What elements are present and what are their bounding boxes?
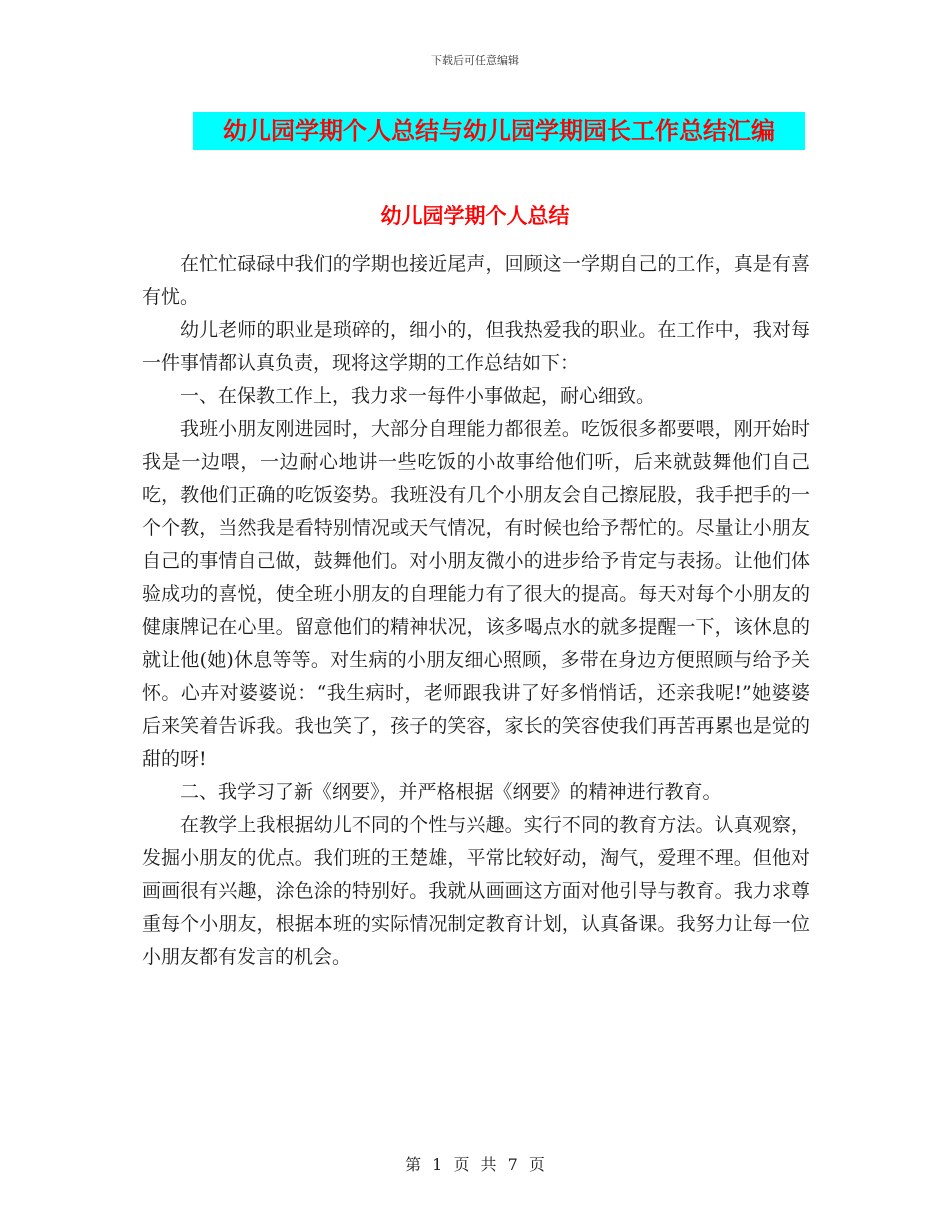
document-body <box>142 248 810 974</box>
paragraph: 二、我学习了新《纲要》，并严格根据《纲要》的精神进行教育。 <box>180 781 722 803</box>
document-title: 幼儿园学期个人总结与幼儿园学期园长工作总结汇编 <box>193 112 805 150</box>
page-number-footer: 第 1 页 共 7 页 <box>405 1155 545 1174</box>
section-title: 幼儿园学期个人总结 <box>380 204 570 228</box>
paragraph: 我班小朋友刚进园时，大部分自理能力都很差。吃饭很多都要喂，刚开始时我是一边喂，一边耐心地讲一些吃饭的小故事给他们听，后来就鼓舞他们自己吃，教他们正确的吃饭姿势。我班没有几个小朋友会自己擦屁股，我手把手的一个个教，当然我是看特别情况或天气情况，有时候也给予帮忙的。尽量让小朋友自己的事情自己做，鼓舞他们。对小朋友微小的进步给予肯定与表扬。让他们体验成功的喜悦，使全班小朋友的自理能力有了很大的提高。每天对每个小朋友的健康牌记在心里。留意他们的精神状况，该多喝点水的就多提醒一下，该休息的就让他(她)休息等等。对生病的小朋友细心照顾，多带在身边方便照顾与给予关怀。心卉对婆婆说：“我生病时，老师跟我讲了好多悄悄话，还亲我呢!”她婆婆后来笑着告诉我。我也笑了，孩子的笑容，家长的笑容使我们再苦再累也是觉的甜的呀! <box>142 418 810 770</box>
page-header-note: 下载后可任意编辑 <box>431 54 519 67</box>
paragraph: 一、在保教工作上，我力求一每件小事做起，耐心细致。 <box>180 385 656 407</box>
paragraph: 在忙忙碌碌中我们的学期也接近尾声，回顾这一学期自己的工作，真是有喜有忧。 <box>142 253 810 308</box>
paragraph: 在教学上我根据幼儿不同的个性与兴趣。实行不同的教育方法。认真观察，发掘小朋友的优点。我们班的王楚雄，平常比较好动，淘气，爱理不理。但他对画画很有兴趣，涂色涂的特别好。我就从画画这方面对他引导与教育。我力求尊重每个小朋友，根据本班的实际情况制定教育计划，认真备课。我努力让每一位小朋友都有发言的机会。 <box>142 814 810 968</box>
paragraph: 幼儿老师的职业是琐碎的，细小的，但我热爱我的职业。在工作中，我对每一件事情都认真负责，现将这学期的工作总结如下： <box>142 319 810 374</box>
